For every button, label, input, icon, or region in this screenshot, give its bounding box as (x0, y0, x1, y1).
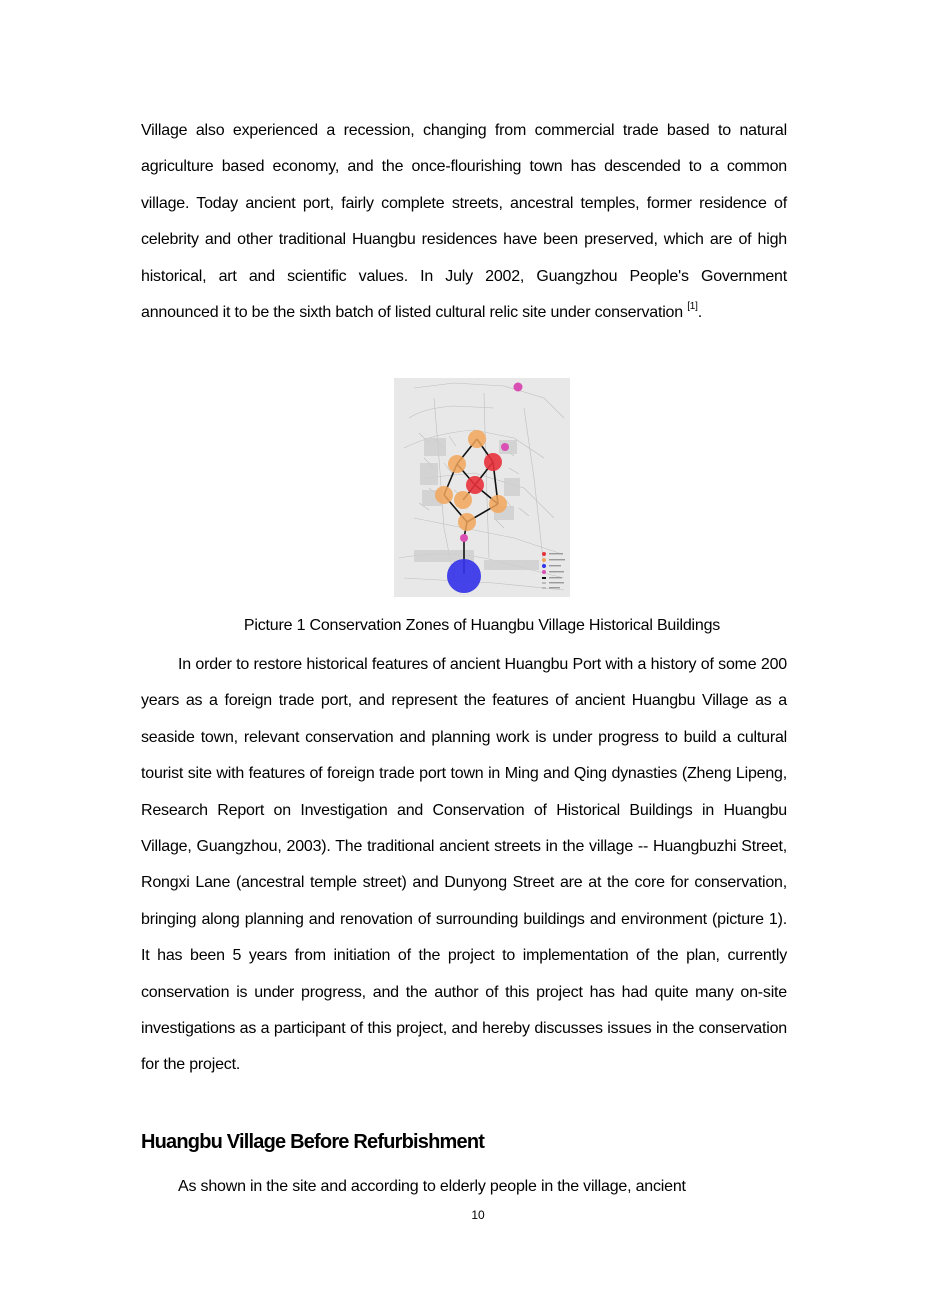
heritage-node (448, 455, 466, 473)
page-number: 10 (471, 1208, 485, 1222)
core-node (466, 476, 484, 494)
conservation-zones-map (394, 378, 570, 597)
port-node (447, 559, 481, 593)
paragraph-1-period: . (697, 304, 702, 322)
citation-ref[interactable]: [1] (687, 300, 698, 312)
landmark-node (460, 534, 468, 542)
core-node (484, 453, 502, 471)
landmark-node (514, 383, 523, 392)
body-paragraph-2: In order to restore historical features of ancient Huangbu Port with a history of some 200 years as a foreign trade port, and represent the features of ancient Huangbu Village as a seaside town, relevant conservation and planning work is under progress to build a cultural tourist site with features of foreign trade port town in Ming and Qing dynasties (Zheng Lipeng, Research Report on Investigation and Conservation of Historical Buildings in Huangbu Village, Guangzhou, 2003). The traditional ancient streets in the village -- Huangbuzhi Street, Rongxi Lane (ancestral temple street) and Dunyong Street are at the core for conservation, bringing along planning and renovation of surrounding buildings and environment (picture 1). It has been 5 years from initiation of the project to implementation of the plan, currently conservation is under progress, and the author of this project has had quite many on-site investigations as a participant of this project, and hereby discusses issues in the conservation for the project. (141, 656, 787, 1074)
heritage-node (454, 491, 472, 509)
body-paragraph-3: As shown in the site and according to elderly people in the village, ancient (178, 1178, 686, 1195)
body-paragraph-1 (141, 113, 787, 331)
landmark-node (501, 443, 509, 451)
paragraph-1-text: Village also experienced a recession, changing from commercial trade based to natural agriculture based economy, and the once-flourishing town has descended to a common village. Today ancient port, fairly complete streets, ancestral temples, former residence of celebrity and other traditional Huangbu residences have been preserved, which are of high historical, art and scientific values. In July 2002, Guangzhou People's Government announced it to be the sixth batch of listed cultural relic site under conservation (141, 122, 787, 322)
heritage-node (458, 513, 476, 531)
heritage-node (489, 495, 507, 513)
heritage-node (435, 486, 453, 504)
section-heading: Huangbu Village Before Refurbishment (141, 1131, 485, 1153)
figure-caption: Picture 1 Conservation Zones of Huangbu Village Historical Buildings (243, 617, 721, 634)
heritage-node (468, 430, 486, 448)
